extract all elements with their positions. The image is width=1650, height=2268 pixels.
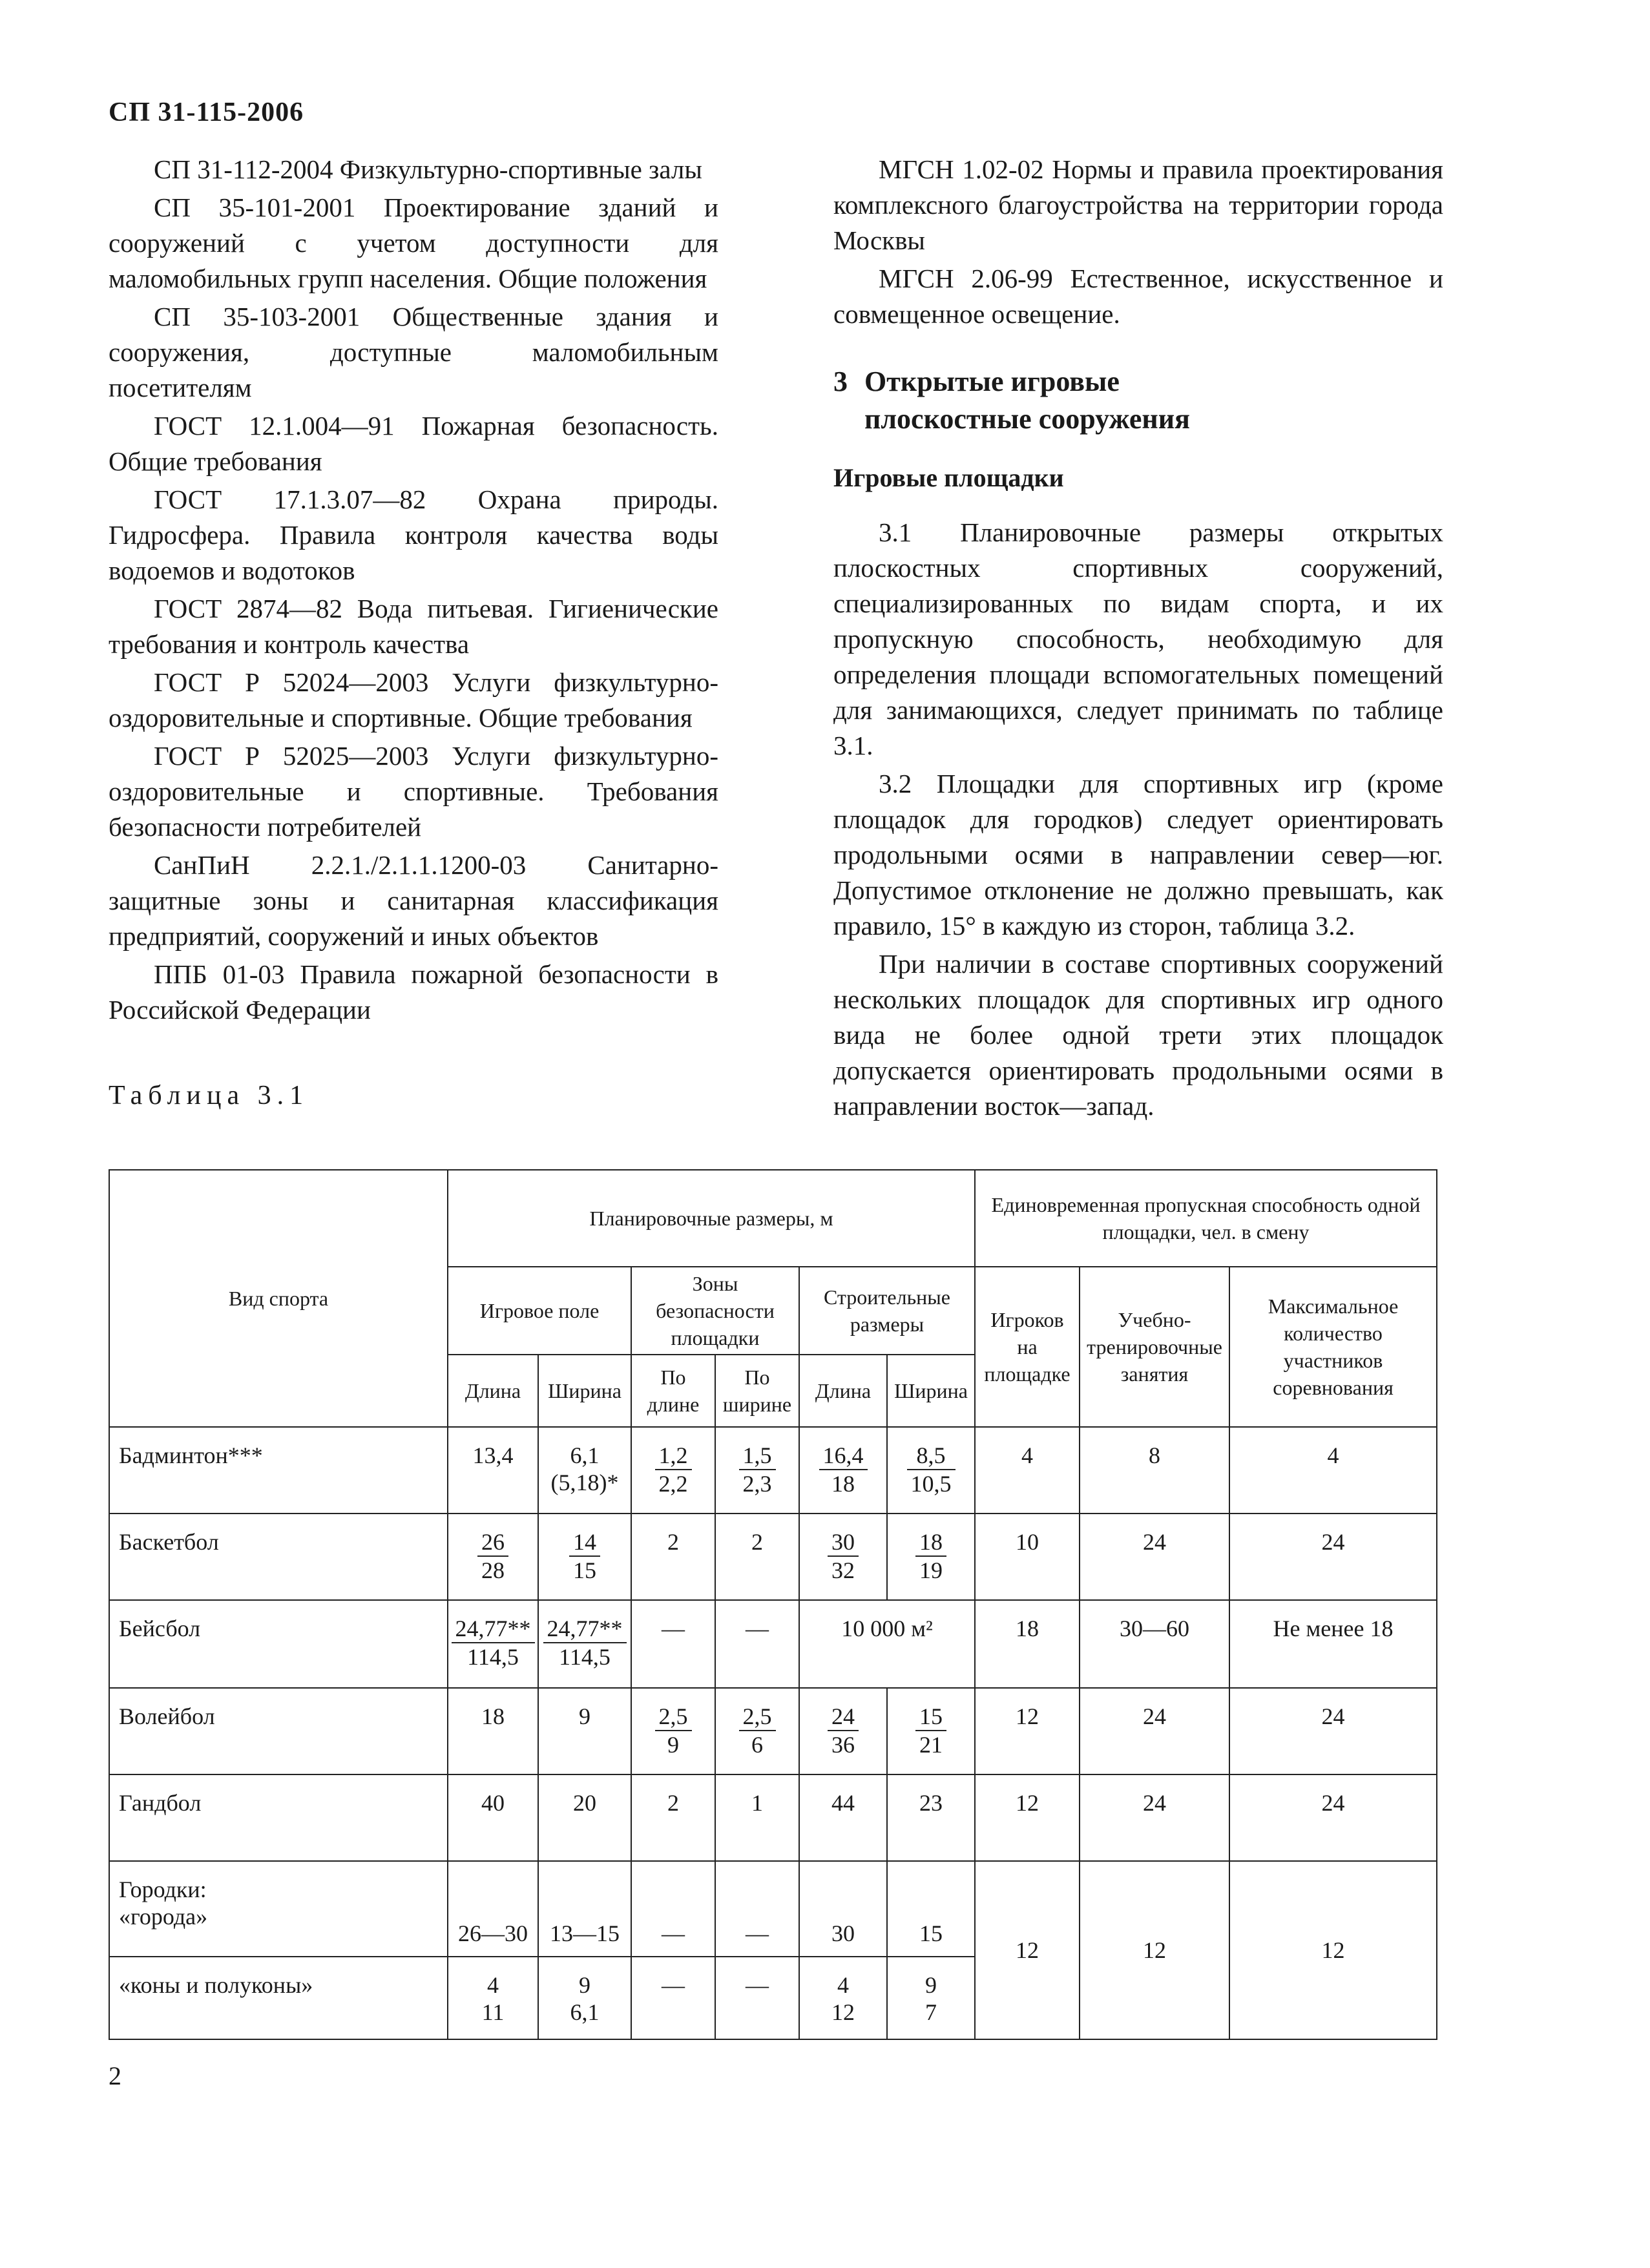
paragraph-orientation: При наличии в составе спортивных сооружений нескольких площадок для спортивных игр одного вида не более одной трети этих площадок допускается ориентировать продольными осями в направлении восток—запад.	[833, 949, 1443, 1121]
sport-group-title: Городки:	[119, 1877, 207, 1902]
reference-item: ГОСТ 17.1.3.07—82 Охрана природы. Гидросфера. Правила контроля качества воды водоемов и водотоков	[109, 484, 718, 585]
numerator: 15	[915, 1703, 946, 1731]
cell: 26—30	[448, 1861, 538, 1957]
sport-subtype: «города»	[119, 1904, 208, 1930]
cell: —	[631, 1600, 715, 1688]
header-capacity: Единовременная пропускная способность одной площадки, чел. в смену	[975, 1170, 1437, 1267]
cell: 30	[799, 1861, 887, 1957]
cell	[538, 1514, 631, 1600]
cell: 20	[538, 1774, 631, 1861]
cell	[799, 1427, 887, 1514]
cell: —	[715, 1861, 799, 1957]
table-row	[109, 1514, 1437, 1600]
cell	[887, 1427, 975, 1514]
sport-name: Гандбол	[109, 1774, 448, 1861]
cell	[538, 1600, 631, 1688]
numerator: 24,77**	[543, 1615, 627, 1643]
cell	[448, 1600, 538, 1688]
header-sport: Вид спорта	[109, 1170, 448, 1427]
header-safety-zones: Зоны безопасности площадки	[631, 1267, 799, 1355]
cell: 2	[631, 1514, 715, 1600]
cell: 24	[1229, 1688, 1437, 1774]
reference-item: ГОСТ 2874—82 Вода питьевая. Гигиенические требования и контроль качества	[109, 594, 718, 659]
numerator: 26	[477, 1528, 508, 1557]
cell	[799, 1514, 887, 1600]
cell: Не менее 18	[1229, 1600, 1437, 1688]
numerator: 2,5	[655, 1703, 692, 1731]
sport-name: Бадминтон***	[109, 1427, 448, 1514]
header-by-width: По ширине	[715, 1355, 799, 1427]
table-row	[109, 1600, 1437, 1688]
denominator: 10,5	[910, 1471, 952, 1497]
reference-item: МГСН 2.06-99 Естественное, искусственное и совмещенное освещение.	[833, 264, 1443, 329]
cell: 24	[1080, 1514, 1229, 1600]
cell: 18	[975, 1600, 1080, 1688]
cell-value: 4	[487, 1972, 499, 1998]
cell: 24	[1080, 1774, 1229, 1861]
numerator: 18	[915, 1528, 946, 1557]
cell: 2	[715, 1514, 799, 1600]
cell-value: 7	[925, 1999, 937, 2025]
denominator: 2,2	[658, 1471, 688, 1497]
section-title-line2: плоскостные сооружения	[864, 403, 1190, 435]
numerator: 16,4	[819, 1442, 868, 1470]
denominator: 28	[481, 1557, 505, 1583]
cell: 18	[448, 1688, 538, 1774]
header-max-participants: Максимальное количество участников соревнования	[1229, 1267, 1437, 1427]
denominator: 2,3	[742, 1471, 772, 1497]
cell: —	[715, 1600, 799, 1688]
cell: 13—15	[538, 1861, 631, 1957]
cell: 4	[975, 1427, 1080, 1514]
header-building-sizes: Строительные размеры	[799, 1267, 975, 1355]
numerator: 1,5	[739, 1442, 776, 1470]
header-players: Игроков на площадке	[975, 1267, 1080, 1427]
cell-value: 9	[925, 1972, 937, 1998]
denominator: 32	[831, 1557, 855, 1583]
cell-value: 6,1	[570, 1442, 600, 1468]
cell: 23	[887, 1774, 975, 1861]
cell: 12	[1080, 1861, 1229, 2039]
paragraph-3-1: 3.1 Планировочные размеры открытых плоскостных спортивных сооружений, специализированных по видам спорта, и их пропускную способность, необходимую для определения площади вспомогательных помещений для занимающихся, следует принимать по таблице 3.1.	[833, 517, 1443, 760]
header-width: Ширина	[538, 1355, 631, 1427]
cell	[715, 1688, 799, 1774]
header-planning-sizes: Планировочные размеры, м	[448, 1170, 975, 1267]
subsection-heading: Игровые площадки	[833, 463, 1064, 492]
cell	[631, 1427, 715, 1514]
cell: 8	[1080, 1427, 1229, 1514]
cell: 24	[1229, 1774, 1437, 1861]
sport-name: Бейсбол	[109, 1600, 448, 1688]
denominator: 15	[573, 1557, 596, 1583]
cell: 44	[799, 1774, 887, 1861]
sport-name: Волейбол	[109, 1688, 448, 1774]
cell: 12	[975, 1688, 1080, 1774]
cell: —	[715, 1957, 799, 2039]
table-3-1	[109, 1169, 1437, 2040]
cell: 4	[1229, 1427, 1437, 1514]
reference-item: СП 35-103-2001 Общественные здания и сооружения, доступные маломобильным посетителям	[109, 302, 718, 402]
header-training: Учебно-тренировочные занятия	[1080, 1267, 1229, 1427]
table-row	[109, 1774, 1437, 1861]
sport-name	[109, 1861, 448, 1957]
table-caption: Таблица 3.1	[109, 1081, 309, 1110]
paragraph-3-2: 3.2 Площадки для спортивных игр (кроме площадок для городков) следует ориентировать продольными осями в направлении север—юг. Допустимое отклонение не должно превышать, как правило, 15° в каждую из сторон, таблица 3.2.	[833, 769, 1443, 941]
denominator: 36	[831, 1732, 855, 1758]
cell	[887, 1514, 975, 1600]
cell: 1	[715, 1774, 799, 1861]
cell	[887, 1957, 975, 2039]
denominator: 18	[831, 1471, 855, 1497]
header-by-length: По длине	[631, 1355, 715, 1427]
numerator: 1,2	[655, 1442, 692, 1470]
denominator: 114,5	[467, 1644, 519, 1670]
cell: 12	[1229, 1861, 1437, 2039]
table-row	[109, 1427, 1437, 1514]
table-row	[109, 1688, 1437, 1774]
header-playing-field: Игровое поле	[448, 1267, 631, 1355]
cell: 24	[1229, 1514, 1437, 1600]
references-left-column	[109, 152, 718, 1028]
reference-item: ГОСТ Р 52025—2003 Услуги физкультурно-оздоровительные и спортивные. Требования безопасности потребителей	[109, 741, 718, 842]
cell-value: 6,1	[570, 1999, 600, 2025]
numerator: 24,77**	[452, 1615, 535, 1643]
section-number: 3	[833, 366, 848, 397]
cell	[799, 1957, 887, 2039]
denominator: 114,5	[559, 1644, 611, 1670]
header-length: Длина	[448, 1355, 538, 1427]
cell	[448, 1957, 538, 2039]
header-build-width: Ширина	[887, 1355, 975, 1427]
cell	[631, 1688, 715, 1774]
reference-item: ППБ 01-03 Правила пожарной безопасности в Российской Федерации	[109, 959, 718, 1025]
reference-item: ГОСТ 12.1.004—91 Пожарная безопасность. Общие требования	[109, 411, 718, 476]
sport-name: Баскетбол	[109, 1514, 448, 1600]
reference-item: СП 31-112-2004 Физкультурно-спортивные залы	[154, 154, 702, 184]
numerator: 24	[828, 1703, 859, 1731]
cell: —	[631, 1957, 715, 2039]
cell	[715, 1427, 799, 1514]
cell	[538, 1957, 631, 2039]
denominator: 9	[667, 1732, 679, 1758]
numerator: 30	[828, 1528, 859, 1557]
cell-value: (5,18)*	[550, 1470, 619, 1495]
cell: 12	[975, 1774, 1080, 1861]
cell	[448, 1514, 538, 1600]
section-title	[833, 363, 1443, 438]
reference-item: ГОСТ Р 52024—2003 Услуги физкультурно-оздоровительные и спортивные. Общие требования	[109, 667, 718, 733]
cell: 15	[887, 1861, 975, 1957]
sport-subtype: «коны и полуконы»	[109, 1957, 448, 2039]
section-title-line1: Открытые игровые	[864, 366, 1120, 397]
cell: —	[631, 1861, 715, 1957]
cell	[538, 1427, 631, 1514]
page-number: 2	[109, 2061, 121, 2090]
cell: 10 000 м²	[799, 1600, 975, 1688]
denominator: 6	[751, 1732, 763, 1758]
numerator: 2,5	[739, 1703, 776, 1731]
cell	[887, 1688, 975, 1774]
table-row	[109, 1861, 1437, 1957]
cell-value: 4	[837, 1972, 849, 1998]
cell: 13,4	[448, 1427, 538, 1514]
document-header: СП 31-115-2006	[109, 98, 304, 127]
header-build-length: Длина	[799, 1355, 887, 1427]
cell-value: 12	[831, 1999, 855, 2025]
numerator: 8,5	[907, 1442, 956, 1470]
cell: 24	[1080, 1688, 1229, 1774]
right-column	[833, 152, 1443, 1124]
cell: 9	[538, 1688, 631, 1774]
cell: 12	[975, 1861, 1080, 2039]
cell	[799, 1688, 887, 1774]
cell: 2	[631, 1774, 715, 1861]
numerator: 14	[569, 1528, 600, 1557]
cell: 10	[975, 1514, 1080, 1600]
reference-item: МГСН 1.02-02 Нормы и правила проектирования комплексного благоустройства на территории города Москвы	[833, 154, 1443, 255]
cell-value: 11	[481, 1999, 505, 2025]
cell: 30—60	[1080, 1600, 1229, 1688]
reference-item: СанПиН 2.2.1./2.1.1.1200-03 Санитарно-защитные зоны и санитарная классификация предприятий, сооружений и иных объектов	[109, 850, 718, 951]
denominator: 19	[919, 1557, 943, 1583]
denominator: 21	[919, 1732, 943, 1758]
cell: 40	[448, 1774, 538, 1861]
reference-item: СП 35-101-2001 Проектирование зданий и сооружений с учетом доступности для маломобильных групп населения. Общие положения	[109, 192, 718, 293]
cell-value: 9	[579, 1972, 590, 1998]
